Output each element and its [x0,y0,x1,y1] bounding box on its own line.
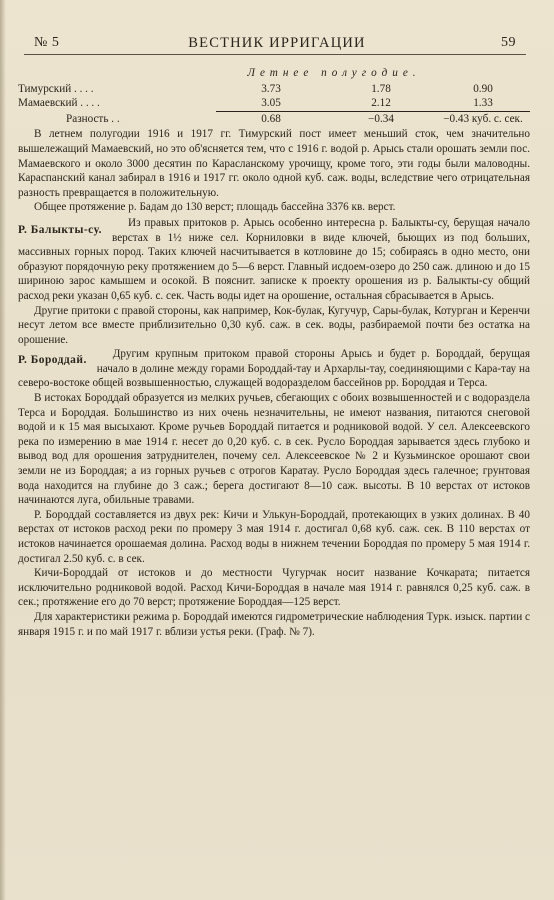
header-rule [24,54,526,55]
paragraph: Общее протяжение р. Бадам до 130 верст; площадь бассейна 3376 кв. верст. [34,201,396,214]
table-cell: 3.73 [261,82,281,95]
issue-number: № 5 [34,35,60,50]
paragraph: В истоках Бороддай образуется из мелких ручьев, сбегающих с обоих возвышенностей и с водораздела Терса и Бороддая. Большинство из них очень незначительны, не имеют названия, питаются снеговой водой и к 15 мая высыхают. Кроме ручьев Бороддай питается и родниковой водой. У сел. Алексеевского река по измерению в мае 1914 г. несет до 0,20 куб. с. в сек. Русло Бороддая зарывается здесь глубоко и вывод вод для орошения затруднителен, почему сел. Алексеевское № 2 и Кузьминское орошают свои земли не из Бороддая; а из горных ручьев с отрогов Каратау. Русло Бороддая здесь галечное; грунтовая вода находится на глубине до 3 саж.; берега достигают 8—10 саж. высоты. В 10 верстах от истоков начинаются луга, обильные травами. [18,392,530,507]
table-cell: 0.68 [261,112,281,125]
runoff-table [18,82,530,127]
section-heading-balykty-su: Р. Балыкты-су. [18,223,102,236]
paragraph: Другие притоки с правой стороны, как например, Кок-булак, Кугучур, Сары-булак, Котурган и Керенчи несут летом все вместе приблизительно 0,30 куб. саж. в сек. воды, разбираемой почти без остатка на орошение. [18,304,530,346]
paragraph: Из правых притоков р. Арысь особенно интересна р. Балыкты-су, берущая начало верстах в 1½ ниже сел. Корниловки в виде ключей, бьющих из под больших, массивных горных пород. Таких ключей насчитывается в котловине до 15; собираясь в одно место, они образуют порядочную реку протяжением до 5—6 верст. Главный исдоем-озеро до 250 саж. длиною и до 15 шириною зарос камышем и осокой. В пояснит. записке к проекту орошения из р. Балыкты-су общий расход реки указан 0,65 куб. с. сек. Часть воды идет на орошение, остальная сбрасывается в Арысь. [18,216,530,302]
table-cell: 1.78 [371,82,391,95]
table-cell: 2.12 [326,96,436,111]
table-cell: −0.34 [368,112,394,125]
table-caption: Летнее полугодие. [247,67,421,79]
paragraph: Для характеристики режима р. Бороддай имеются гидрометрические наблюдения Турк. изыск. партии с января 1915 г. и по май 1917 г. вблизи устья реки. (Граф. № 7). [18,610,530,638]
table-row [18,96,530,111]
paragraph: Кичи-Бороддай от истоков и до местности Чугурчак носит название Кочкарата; питается исключительно родниковой водой. Расход Кичи-Бороддая в начале мая 1914 г. равнялся 0,25 куб. саж. в сек.; протяжение его до 70 верст; протяжение Бороддая—125 верст. [18,567,530,609]
page-edge-shadow [0,0,6,900]
table-cell: 0.90 [473,82,493,95]
page-number: 59 [501,35,516,50]
section-heading-boroldai: Р. Бороддай. [18,354,87,367]
table-cell: 1.33 [436,96,530,111]
table-cell: −0.43 куб. с. сек. [443,112,523,125]
journal-title: ВЕСТНИК ИРРИГАЦИИ [188,35,366,51]
table-row-difference [18,111,530,126]
running-header [24,28,530,52]
paragraph: Другим крупным притоком правой стороны Арысь и будет р. Бороддай, берущая начало в долине между горами Бороддай-тау и Архарлы-тау, соединяющими с Кара-тау на северо-востоке общей возвышенностью, служащей водоразделом бассейнов рр. Бороддая и Терса. [18,348,530,390]
row-label: Разность . . [66,112,120,125]
station-name: Тимурский . . . . [18,82,94,95]
table-cell: 3.05 [216,96,326,111]
table-row [18,82,530,97]
paragraph: В летнем полугодии 1916 и 1917 гг. Тимурский пост имеет меньший сток, чем значительно вышележащий Мамаевский, но это об'ясняется тем, что с 1916 г. водой р. Арысь стали орошать земли пос. Мамаевского и около 3000 десятин по Карасланскому урочищу, кроме того, эти годы были маловодны. Караспанский канал забирал в 1916 и 1917 гг. около одной куб. саж. воды, вследствие чего отрицательная разность превращается в положительную. [18,128,530,199]
station-name: Мамаевский . . . . [18,97,100,110]
paragraph: Р. Бороддай составляется из двух рек: Кичи и Улькун-Бороддай, протекающих в узких долинах. В 40 верстах от истоков расход реки по промеру 3 мая 1914 г. достигал 0,68 куб. саж. сек. В 110 верстах от истоков начинается орошаемая долина. Расход воды в нижнем течении Бороддая по промеру 5 мая 1914 г. достигал 2.50 куб. с. в сек. [18,508,530,565]
article-body [18,66,530,639]
